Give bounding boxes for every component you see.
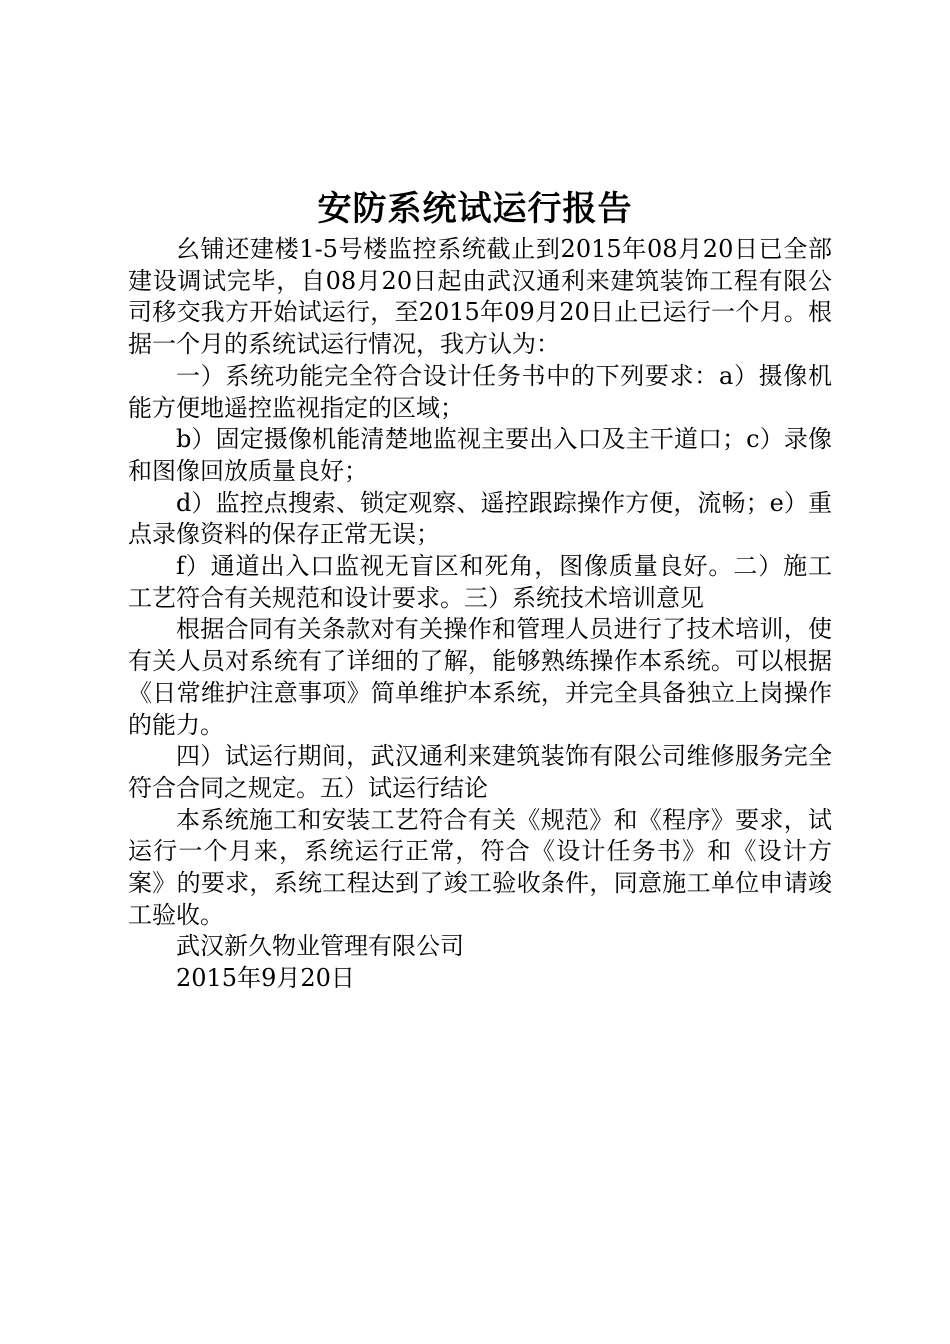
paragraph-maintenance: 四）试运行期间，武汉通利来建筑装饰有限公司维修服务完全符合合同之规定。五）试运行结论 <box>128 742 832 802</box>
signature-date: 2015年9月20日 <box>176 964 355 993</box>
paragraph-training: 根据合同有关条款对有关操作和管理人员进行了技术培训，使有关人员对系统有了详细的了解，能够熟练操作本系统。可以根据《日常维护注意事项》简单维护本系统，并完全具备独立上岗操作的能力。 <box>128 615 832 739</box>
paragraph-item-1: 一）系统功能完全符合设计任务书中的下列要求：a）摄像机能方便地遥控监视指定的区域； <box>128 361 832 422</box>
paragraph-item-d: d）监控点搜索、锁定观察、遥控跟踪操作方便，流畅；e）重点录像资料的保存正常无误； <box>128 488 832 549</box>
paragraph-item-f: f）通道出入口监视无盲区和死角，图像质量良好。二）施工工艺符合有关规范和设计要求。三）系统技术培训意见 <box>128 552 832 612</box>
paragraph-item-b: b）固定摄像机能清楚地监视主要出入口及主干道口；c）录像和图像回放质量良好； <box>128 425 832 485</box>
document-body <box>128 234 832 995</box>
paragraph-conclusion: 本系统施工和安装工艺符合有关《规范》和《程序》要求，试运行一个月来，系统运行正常，符合《设计任务书》和《设计方案》的要求，系统工程达到了竣工验收条件，同意施工单位申请竣工验收。 <box>128 805 832 929</box>
signature-company: 武汉新久物业管理有限公司 <box>176 932 464 961</box>
document-title: 安防系统试运行报告 <box>317 189 633 229</box>
paragraph-intro: 幺铺还建楼1-5号楼监控系统截止到2015年08月20日已全部建设调试完毕，自08月20日起由武汉通利来建筑装饰工程有限公司移交我方开始试运行，至2015年09月20日止已运行一个月。根据一个月的系统试运行情况，我方认为： <box>128 235 832 359</box>
